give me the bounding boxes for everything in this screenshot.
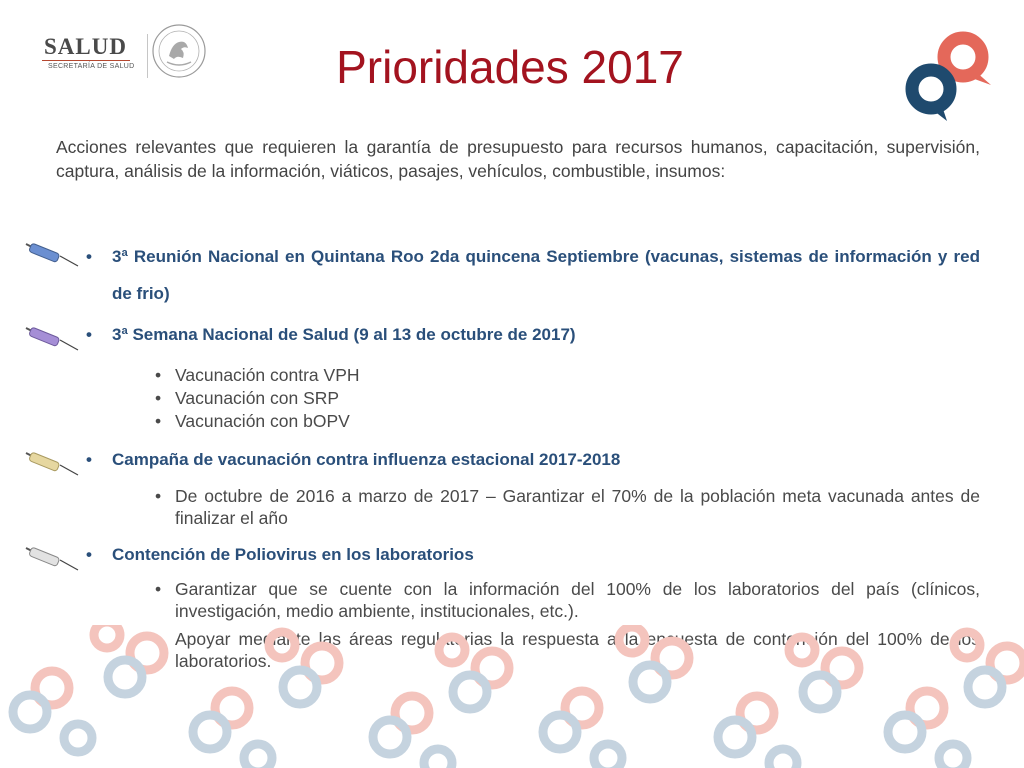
salud-logo xyxy=(30,30,140,78)
bullet-dot: • xyxy=(86,325,92,344)
pattern-bubble xyxy=(789,637,815,663)
pattern-bubble xyxy=(424,749,452,768)
logo-divider xyxy=(147,34,148,78)
bullet-dot: • xyxy=(86,545,92,564)
pattern-bubble xyxy=(94,625,120,648)
syringe-gray-icon xyxy=(24,542,80,574)
sub-bullet-dot: • xyxy=(155,629,162,649)
bullet-dot: • xyxy=(86,247,92,266)
priority-bullet-reunion xyxy=(86,238,980,312)
intro-paragraph: Acciones relevantes que requieren la garantía de presupuesto para recursos humanos, capacitación, supervisión, captura, análisis de la información, viáticos, pasajes, vehículos, combustible, insumos: xyxy=(56,137,980,181)
pattern-bubble xyxy=(594,744,622,768)
syringe-blue-icon xyxy=(24,238,80,270)
priority-bullet-influenza xyxy=(86,447,980,473)
pattern-bubble xyxy=(939,744,967,768)
pattern-bubble xyxy=(619,627,645,653)
sub-bullet-text: Vacunación con SRP xyxy=(175,388,340,408)
pattern-bubble xyxy=(193,715,227,749)
pattern-bubble xyxy=(633,665,667,699)
sub-bullet-text: De octubre de 2016 a marzo de 2017 – Garantizar el 70% de la población meta vacunada antes de finalizar el año xyxy=(175,486,980,528)
national-seal-icon xyxy=(150,22,208,80)
priority-bullet-poliovirus xyxy=(86,542,980,568)
pattern-bubble xyxy=(954,632,980,658)
bullet-text: 3ª Reunión Nacional en Quintana Roo 2da quincena Septiembre (vacunas, sistemas de información y red de frio) xyxy=(112,247,980,303)
pattern-bubble xyxy=(373,720,407,754)
bullet-text: 3ª Semana Nacional de Salud (9 al 13 de octubre de 2017) xyxy=(112,325,576,344)
pattern-bubble xyxy=(283,670,317,704)
bullet-text: Campaña de vacunación contra influenza estacional 2017-2018 xyxy=(112,450,621,469)
sub-bullet-lab-info xyxy=(155,578,980,622)
pattern-bubble xyxy=(439,637,465,663)
speech-bubbles-icon xyxy=(895,27,1000,125)
pattern-bubble xyxy=(64,724,92,752)
pattern-bubble xyxy=(453,675,487,709)
priority-bullet-semana xyxy=(86,322,980,348)
page-title: Prioridades 2017 xyxy=(336,41,684,93)
sub-bullet-vph xyxy=(155,364,980,386)
salud-logo-text: SALUD xyxy=(44,34,127,59)
sub-bullet-text: Vacunación con bOPV xyxy=(175,411,350,431)
pattern-bubble xyxy=(803,675,837,709)
pattern-bubble xyxy=(543,715,577,749)
sub-bullet-dot: • xyxy=(155,365,162,385)
sub-bullet-bopv xyxy=(155,410,980,432)
pattern-bubble xyxy=(718,720,752,754)
sub-bullet-text: Garantizar que se cuente con la información del 100% de los laboratorios del país (clínicos, investigación, medio ambiente, institucionales, etc.). xyxy=(175,579,980,621)
sub-bullet-influenza-period xyxy=(155,485,980,529)
sub-bullet-srp xyxy=(155,387,980,409)
pattern-bubble xyxy=(269,632,295,658)
pattern-bubble xyxy=(968,670,1002,704)
bullet-text: Contención de Poliovirus en los laboratorios xyxy=(112,545,474,564)
sub-bullet-dot: • xyxy=(155,388,162,408)
bullet-dot: • xyxy=(86,450,92,469)
sub-bullet-dot: • xyxy=(155,486,162,506)
salud-logo-subtext: SECRETARÍA DE SALUD xyxy=(48,63,135,70)
pattern-bubble xyxy=(13,695,47,729)
sub-bullet-text: Vacunación contra VPH xyxy=(175,365,360,385)
decorative-bubble-pattern xyxy=(0,625,1024,768)
pattern-bubble xyxy=(888,715,922,749)
pattern-bubble xyxy=(769,749,797,768)
pattern-bubble xyxy=(244,744,272,768)
sub-bullet-dot: • xyxy=(155,411,162,431)
syringe-yellow-icon xyxy=(24,447,80,479)
pattern-bubble xyxy=(108,660,142,694)
syringe-purple-icon xyxy=(24,322,80,354)
sub-bullet-text: Apoyar mediante las áreas regulatorias la respuesta a la encuesta de contención del 100% de los laboratorios. xyxy=(175,629,980,671)
sub-bullet-dot: • xyxy=(155,579,162,599)
salud-logo-underline xyxy=(42,60,130,61)
